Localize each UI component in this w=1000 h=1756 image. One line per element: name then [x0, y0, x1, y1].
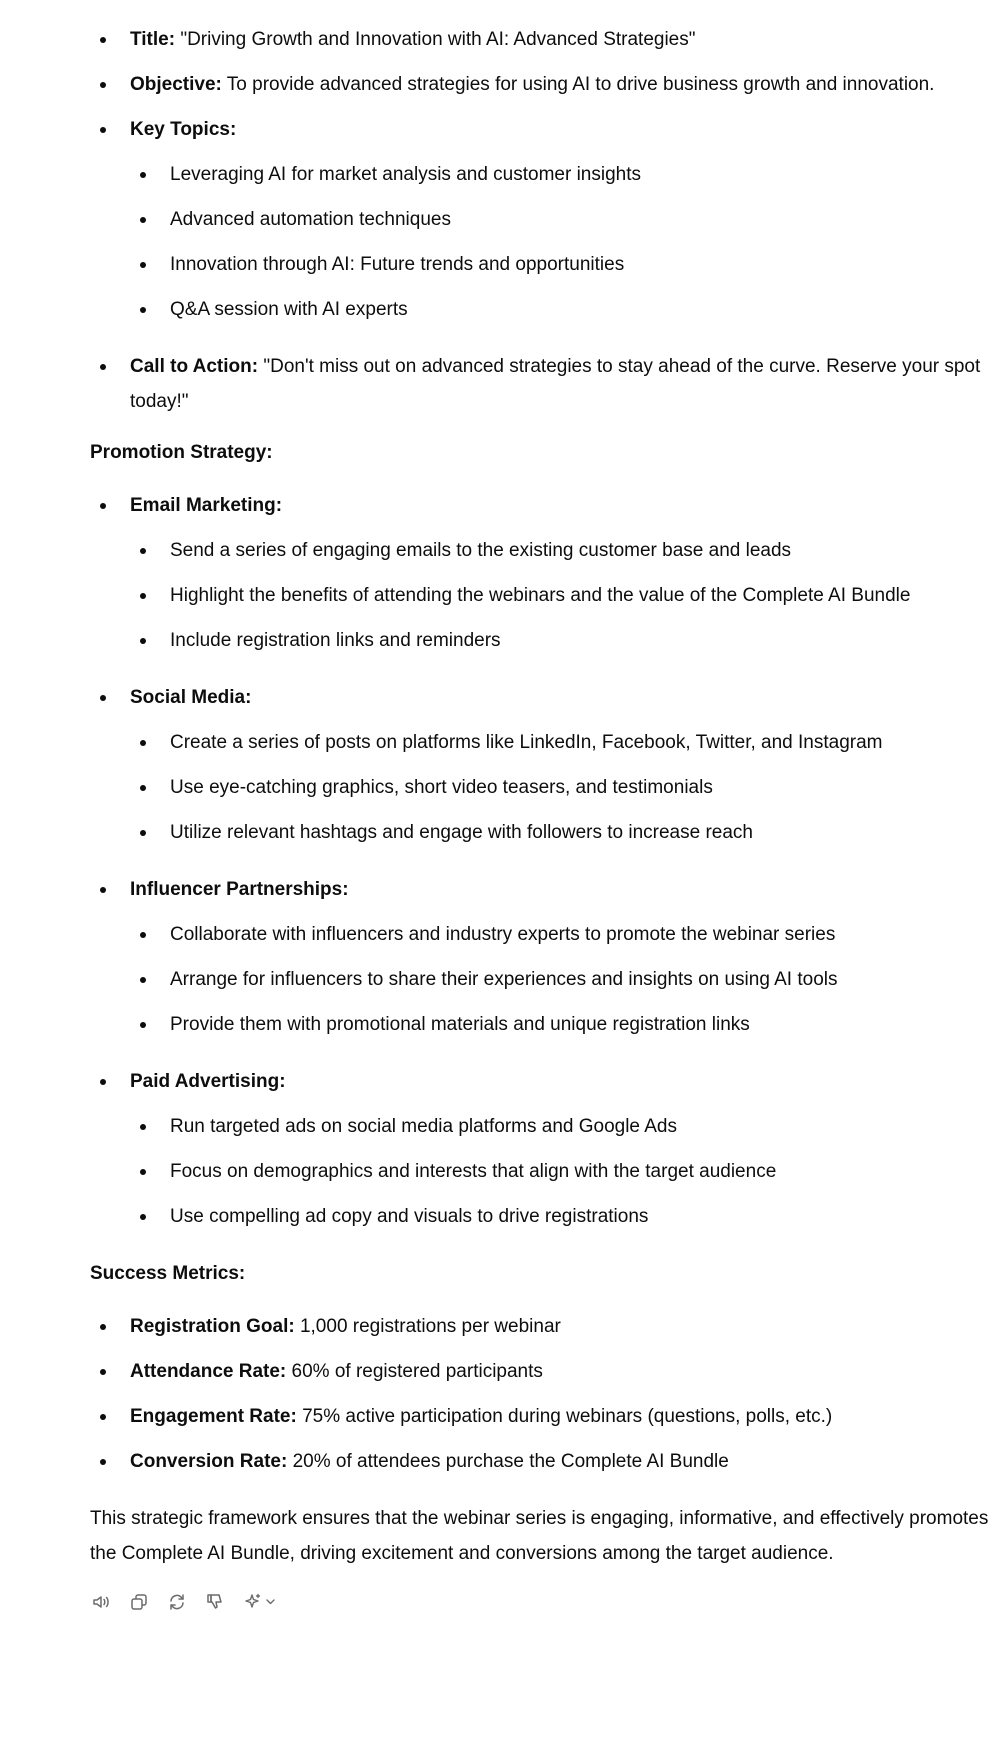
list-item: Collaborate with influencers and industry experts to promote the webinar series: [90, 917, 990, 952]
list-item: Send a series of engaging emails to the existing customer base and leads: [90, 533, 990, 568]
item-label: Objective:: [130, 74, 222, 95]
item-label: Conversion Rate:: [130, 1451, 288, 1472]
message-actions-bar: [90, 1589, 990, 1615]
item-label: Social Media:: [130, 687, 252, 708]
list-item-key-topics: [90, 112, 990, 327]
list-item-social-media: [90, 680, 990, 850]
item-label: Call to Action:: [130, 356, 259, 377]
list-item: Run targeted ads on social media platforms and Google Ads: [90, 1109, 990, 1144]
list-item-title: [90, 22, 990, 57]
list-item-attendance-rate: [90, 1354, 990, 1389]
item-text: 20% of attendees purchase the Complete AI Bundle: [287, 1451, 729, 1472]
list-item: Advanced automation techniques: [90, 202, 990, 237]
item-label: Influencer Partnerships:: [130, 879, 349, 900]
list-item-conversion-rate: [90, 1444, 990, 1479]
list-item-call-to-action: [90, 349, 990, 419]
item-label: Key Topics:: [130, 119, 237, 140]
sub-list: [130, 1109, 990, 1234]
list-item: Include registration links and reminders: [90, 623, 990, 658]
list-item: Q&A session with AI experts: [90, 292, 990, 327]
list-item: Utilize relevant hashtags and engage with followers to increase reach: [90, 815, 990, 850]
metrics-list: [90, 1309, 990, 1479]
list-item: Arrange for influencers to share their experiences and insights on using AI tools: [90, 962, 990, 997]
read-aloud-icon[interactable]: [90, 1591, 112, 1613]
sub-list: [130, 533, 990, 658]
list-item: Use compelling ad copy and visuals to drive registrations: [90, 1199, 990, 1234]
item-label: Attendance Rate:: [130, 1361, 287, 1382]
item-text: 1,000 registrations per webinar: [294, 1316, 561, 1337]
list-item: Provide them with promotional materials and unique registration links: [90, 1007, 990, 1042]
copy-icon[interactable]: [128, 1591, 150, 1613]
promotion-heading: Promotion Strategy:: [90, 442, 273, 463]
intro-list: [90, 22, 990, 419]
list-item: Leveraging AI for market analysis and customer insights: [90, 157, 990, 192]
sparkle-model-icon[interactable]: [242, 1591, 278, 1613]
thumbs-down-icon[interactable]: [204, 1591, 226, 1613]
list-item: Highlight the benefits of attending the webinars and the value of the Complete AI Bundle: [90, 578, 990, 613]
item-text: "Don't miss out on advanced strategies to stay ahead of the curve. Reserve your spot today!": [130, 356, 981, 412]
list-item: Use eye-catching graphics, short video teasers, and testimonials: [90, 770, 990, 805]
sub-list: [130, 725, 990, 850]
list-item: Focus on demographics and interests that align with the target audience: [90, 1154, 990, 1189]
list-item-engagement-rate: [90, 1399, 990, 1434]
item-text: To provide advanced strategies for using AI to drive business growth and innovation.: [221, 74, 935, 95]
list-item-registration-goal: [90, 1309, 990, 1344]
item-text: "Driving Growth and Innovation with AI: Advanced Strategies": [175, 29, 696, 50]
item-label: Paid Advertising:: [130, 1071, 286, 1092]
item-label: Title:: [130, 29, 176, 50]
closing-paragraph: This strategic framework ensures that the webinar series is engaging, informative, and effectively promotes the Complete AI Bundle, driving excitement and conversions among the target audience.: [90, 1508, 989, 1564]
promotion-list: [90, 488, 990, 1234]
item-text: 60% of registered participants: [286, 1361, 543, 1382]
list-item-paid-advertising: [90, 1064, 990, 1234]
item-label: Email Marketing:: [130, 495, 283, 516]
list-item: Innovation through AI: Future trends and opportunities: [90, 247, 990, 282]
list-item-influencer-partnerships: [90, 872, 990, 1042]
list-item-email-marketing: [90, 488, 990, 658]
key-topics-list: [130, 157, 990, 327]
item-label: Registration Goal:: [130, 1316, 295, 1337]
item-label: Engagement Rate:: [130, 1406, 297, 1427]
list-item: Create a series of posts on platforms like LinkedIn, Facebook, Twitter, and Instagram: [90, 725, 990, 760]
metrics-heading: Success Metrics:: [90, 1263, 246, 1284]
list-item-objective: [90, 67, 990, 102]
regenerate-icon[interactable]: [166, 1591, 188, 1613]
sub-list: [130, 917, 990, 1042]
item-text: 75% active participation during webinars (questions, polls, etc.): [296, 1406, 833, 1427]
